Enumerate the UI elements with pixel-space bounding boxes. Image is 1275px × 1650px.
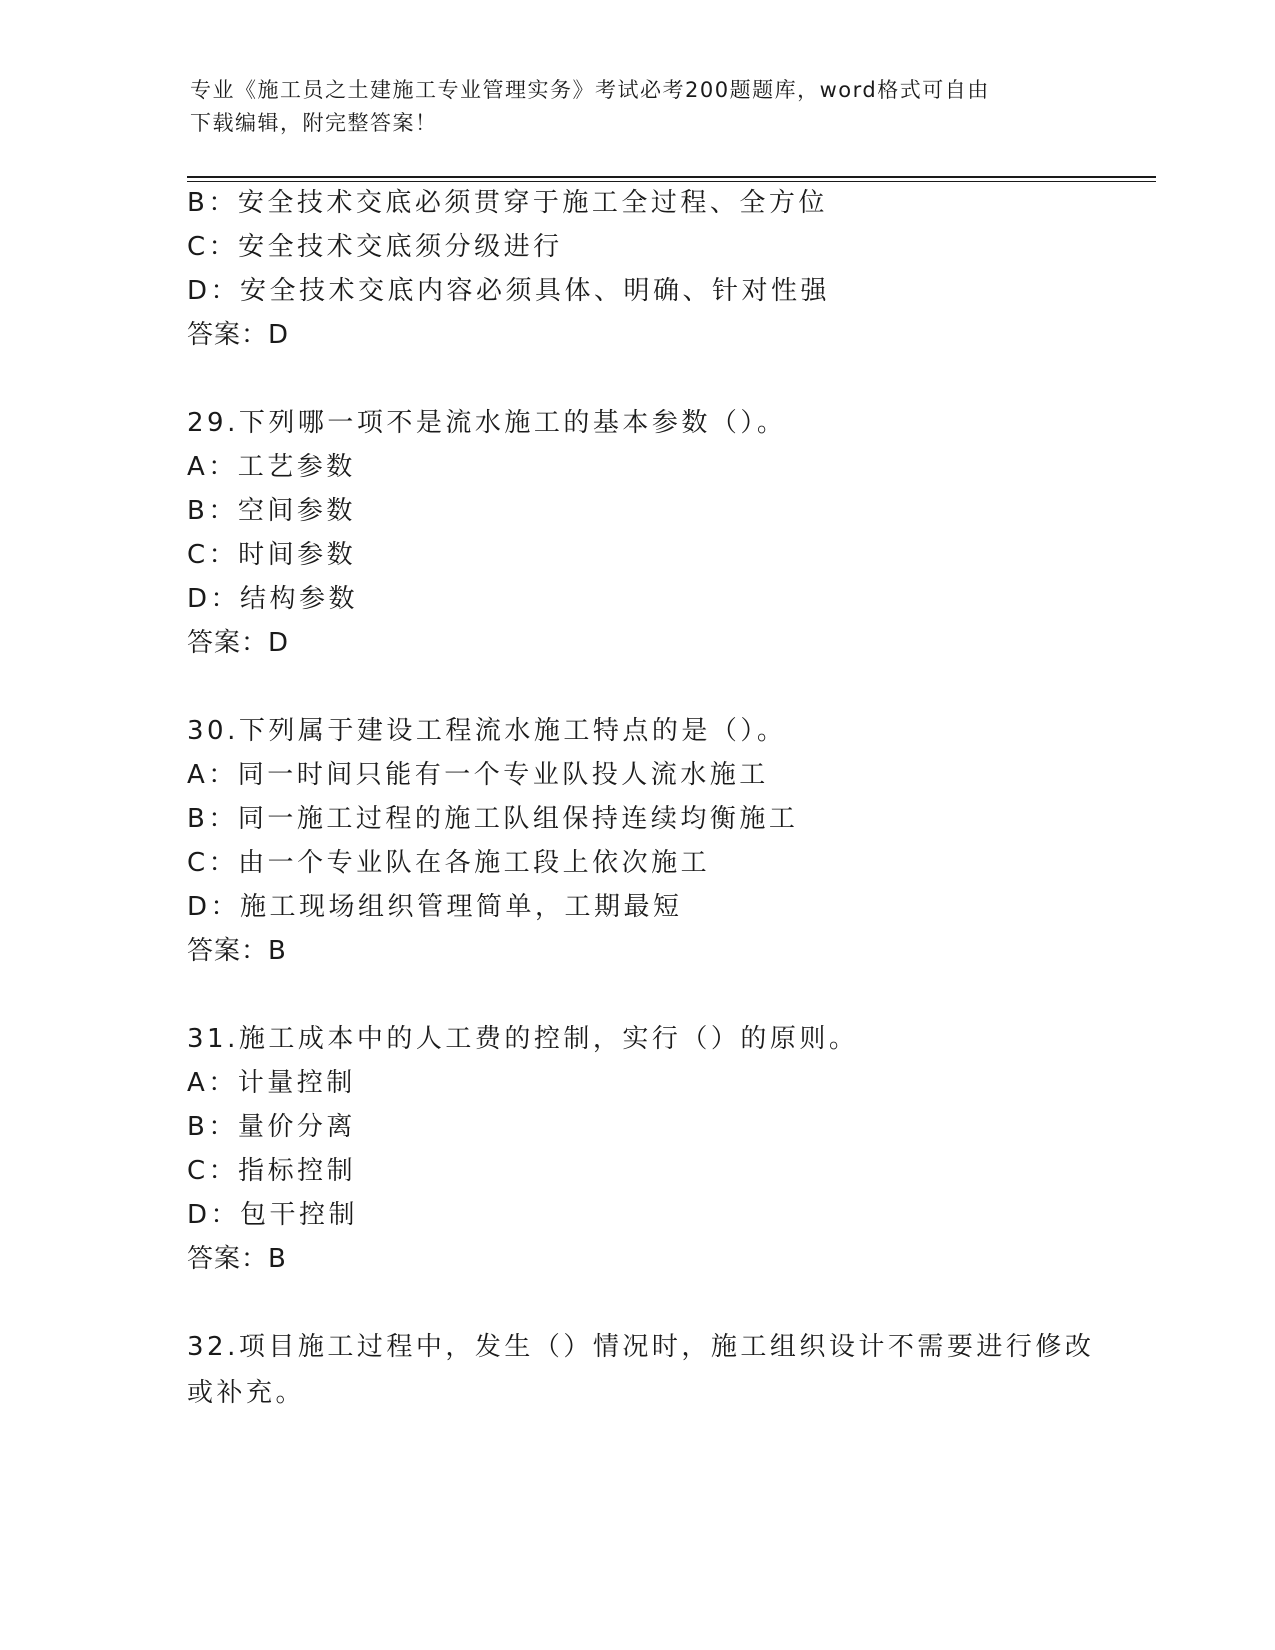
document-header <box>190 74 1070 140</box>
answer: 答案：D <box>187 628 290 658</box>
question-30: 30.下列属于建设工程流水施工特点的是（）。 <box>187 716 787 746</box>
question-29: 29.下列哪一项不是流水施工的基本参数（）。 <box>187 408 787 438</box>
header-divider-thin <box>187 181 1156 182</box>
option-b: B：同一施工过程的施工队组保持连续均衡施工 <box>187 804 799 834</box>
option-b: B：量价分离 <box>187 1112 356 1142</box>
header-line-2: 下载编辑，附完整答案！ <box>190 111 438 135</box>
option-d: D：施工现场组织管理简单，工期最短 <box>187 892 683 922</box>
question-32-line-2: 或补充。 <box>187 1378 306 1408</box>
option-c: C：时间参数 <box>187 540 357 570</box>
option-a: A：工艺参数 <box>187 452 356 482</box>
answer: 答案：D <box>187 320 290 350</box>
header-divider-thick <box>187 176 1156 178</box>
option-c: C：由一个专业队在各施工段上依次施工 <box>187 848 711 878</box>
option-b: B：空间参数 <box>187 496 356 526</box>
option-d: D：包干控制 <box>187 1200 359 1230</box>
header-line-1: 专业《施工员之土建施工专业管理实务》考试必考200题题库，word格式可自由 <box>190 78 990 102</box>
option-d: D：安全技术交底内容必须具体、明确、针对性强 <box>187 276 831 306</box>
option-c: C：安全技术交底须分级进行 <box>187 232 563 262</box>
answer: 答案：B <box>187 1244 287 1274</box>
option-b: B：安全技术交底必须贯穿于施工全过程、全方位 <box>187 188 828 218</box>
option-c: C：指标控制 <box>187 1156 357 1186</box>
answer: 答案：B <box>187 936 287 966</box>
option-d: D：结构参数 <box>187 584 359 614</box>
question-31: 31.施工成本中的人工费的控制，实行（）的原则。 <box>187 1024 859 1054</box>
question-32-line-1: 32.项目施工过程中，发生（）情况时，施工组织设计不需要进行修改 <box>187 1332 1095 1362</box>
option-a: A：计量控制 <box>187 1068 356 1098</box>
option-a: A：同一时间只能有一个专业队投人流水施工 <box>187 760 769 790</box>
